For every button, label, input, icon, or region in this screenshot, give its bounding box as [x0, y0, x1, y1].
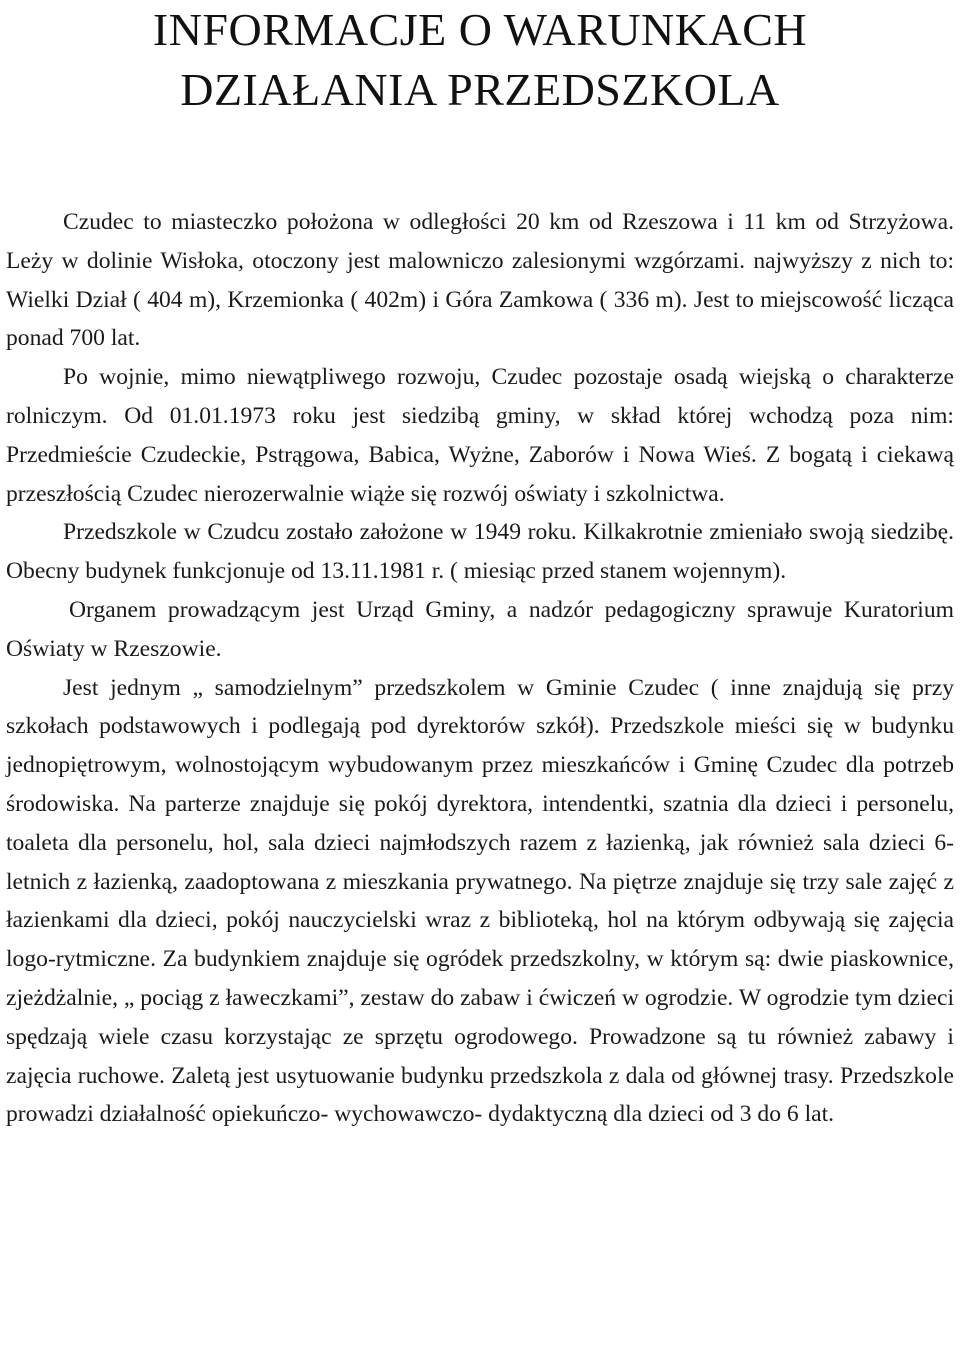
title-line-1: INFORMACJE O WARUNKACH [152, 4, 808, 55]
title-line-2: DZIAŁANIA PRZEDSZKOLA [180, 64, 780, 115]
paragraph-governing-body: Organem prowadzącym jest Urząd Gminy, a nadzór pedagogiczny sprawuje Kuratorium Oświaty w Rzeszowie. [6, 596, 954, 662]
document-body [6, 203, 954, 1134]
paragraph-history: Po wojnie, mimo niewątpliwego rozwoju, Czudec pozostaje osadą wiejską o charakterze rolniczym. Od 01.01.1973 roku jest siedzibą gminy, w skład której wchodzą poza nim: Przedmieście Czudeckie, Pstrągowa, Babica, Wyżne, Zaborów i Nowa Wieś. Z bogatą i ciekawą przeszłością Czudec nierozerwalnie wiąże się rozwój oświaty i szkolnictwa. [6, 364, 954, 507]
paragraph-founding: Przedszkole w Czudcu zostało założone w 1949 roku. Kilkakrotnie zmieniało swoją siedzibę. Obecny budynek funkcjonuje od 13.11.1981 r. ( miesiąc przed stanem wojennym). [6, 519, 954, 585]
paragraph-location: Czudec to miasteczko położona w odległości 20 km od Rzeszowa i 11 km od Strzyżowa. Leży w dolinie Wisłoka, otoczony jest malowniczo zalesionymi wzgórzami. najwyższy z nich to: Wielki Dział ( 404 m), Krzemionka ( 402m) i Góra Zamkowa ( 336 m). Jest to miejscowość licząca ponad 700 lat. [6, 209, 954, 352]
document-title [6, 0, 954, 120]
paragraph-building: Jest jednym „ samodzielnym” przedszkolem w Gminie Czudec ( inne znajdują się przy szkołach podstawowych i podlegają pod dyrektorów szkół). Przedszkole mieści się w budynku jednopiętrowym, wolnostojącym wybudowanym przez mieszkańców i Gminę Czudec dla potrzeb środowiska. Na parterze znajduje się pokój dyrektora, intendentki, szatnia dla dzieci i personelu, toaleta dla personelu, hol, sala dzieci najmłodszych razem z łazienką, jak również sala dzieci 6- letnich z łazienką, zaadoptowana z mieszkania prywatnego. Na piętrze znajduje się trzy sale zajęć z łazienkami dla dzieci, pokój nauczycielski wraz z biblioteką, hol na którym odbywają się zajęcia logo-rytmiczne. Za budynkiem znajduje się ogródek przedszkolny, w którym są: dwie piaskownice, zjeżdżalnie, „ pociąg z ławeczkami”, zestaw do zabaw i ćwiczeń w ogrodzie. W ogrodzie tym dzieci spędzają wiele czasu korzystając ze sprzętu ogrodowego. Prowadzone są tu również zabawy i zajęcia ruchowe. Zaletą jest usytuowanie budynku przedszkola z dala od głównej trasy. Przedszkole prowadzi działalność opiekuńczo- wychowawczo- dydaktyczną dla dzieci od 3 do 6 lat. [6, 674, 954, 1128]
document-page [6, 0, 954, 1134]
